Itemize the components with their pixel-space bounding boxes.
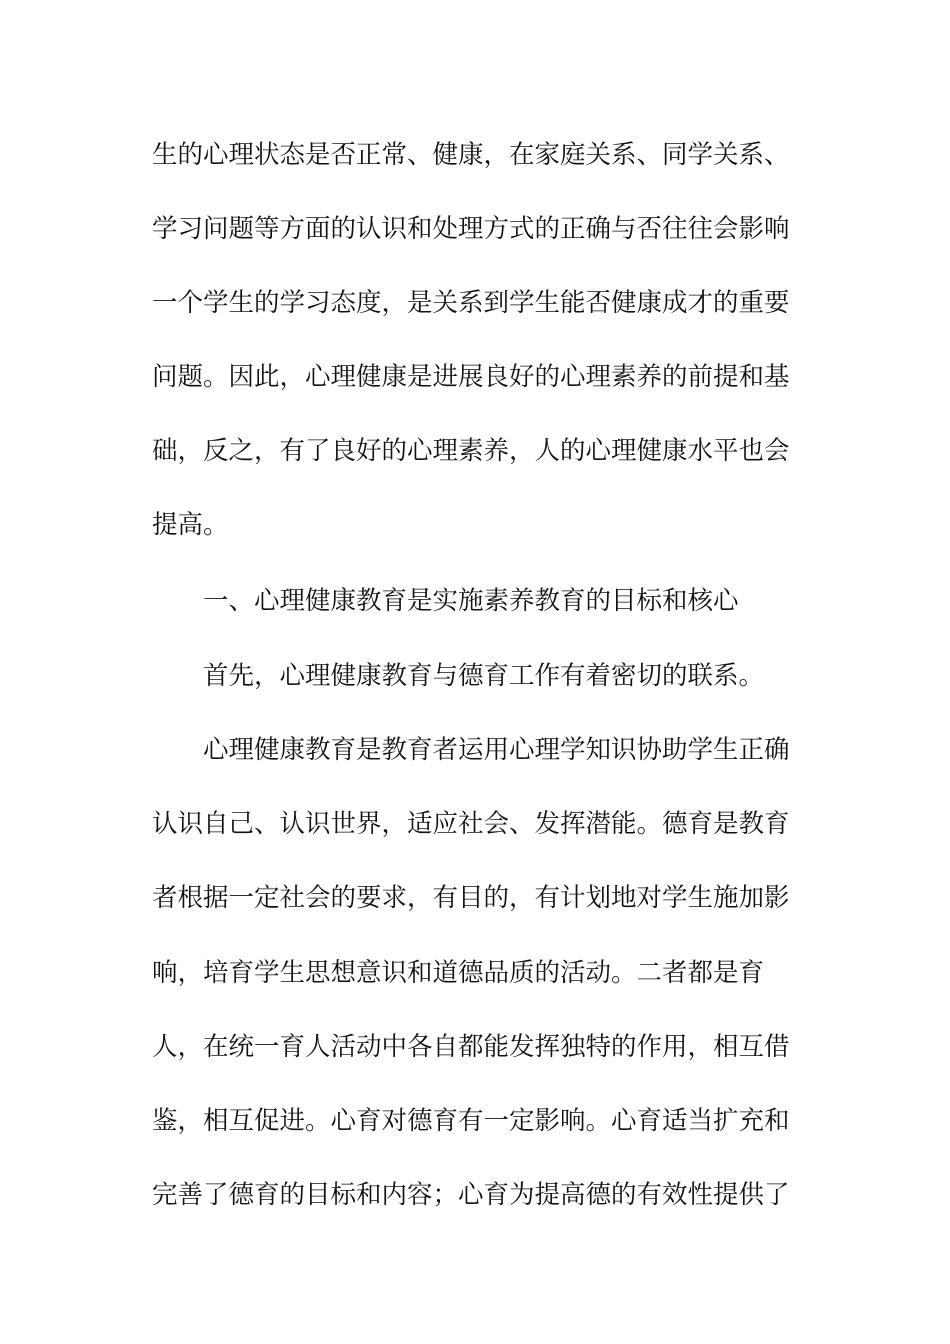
body-text-line: 响，培育学生思想意识和道德品质的活动。二者都是育 (152, 958, 765, 988)
body-text-line: 人，在统一育人活动中各自都能发挥独特的作用，相互借 (152, 1032, 790, 1062)
body-text-line: 生的心理状态是否正常、健康，在家庭关系、同学关系、 (152, 140, 790, 170)
body-text-line: 鉴，相互促进。心育对德育有一定影响。心育适当扩充和 (152, 1106, 790, 1136)
paragraph-first-line: 首先，心理健康教育与德育工作有着密切的联系。 (203, 661, 765, 691)
body-text-line: 问题。因此，心理健康是进展良好的心理素养的前提和基 (152, 362, 790, 392)
paragraph-first-line: 心理健康教育是教育者运用心理学知识协助学生正确 (203, 735, 790, 765)
body-text-line: 学习问题等方面的认识和处理方式的正确与否往往会影响 (152, 214, 790, 244)
body-text-line: 础，反之，有了良好的心理素养，人的心理健康水平也会 (152, 436, 790, 466)
section-heading: 一、心理健康教育是实施素养教育的目标和核心 (203, 586, 739, 616)
body-text-line: 提高。 (152, 510, 229, 540)
body-text-line: 完善了德育的目标和内容；心育为提高德的有效性提供了 (152, 1180, 790, 1210)
body-text-line: 者根据一定社会的要求，有目的，有计划地对学生施加影 (152, 883, 790, 913)
body-text-line: 认识自己、认识世界，适应社会、发挥潜能。德育是教育 (152, 809, 790, 839)
body-text-line: 一个学生的学习态度，是关系到学生能否健康成才的重要 (152, 288, 790, 318)
